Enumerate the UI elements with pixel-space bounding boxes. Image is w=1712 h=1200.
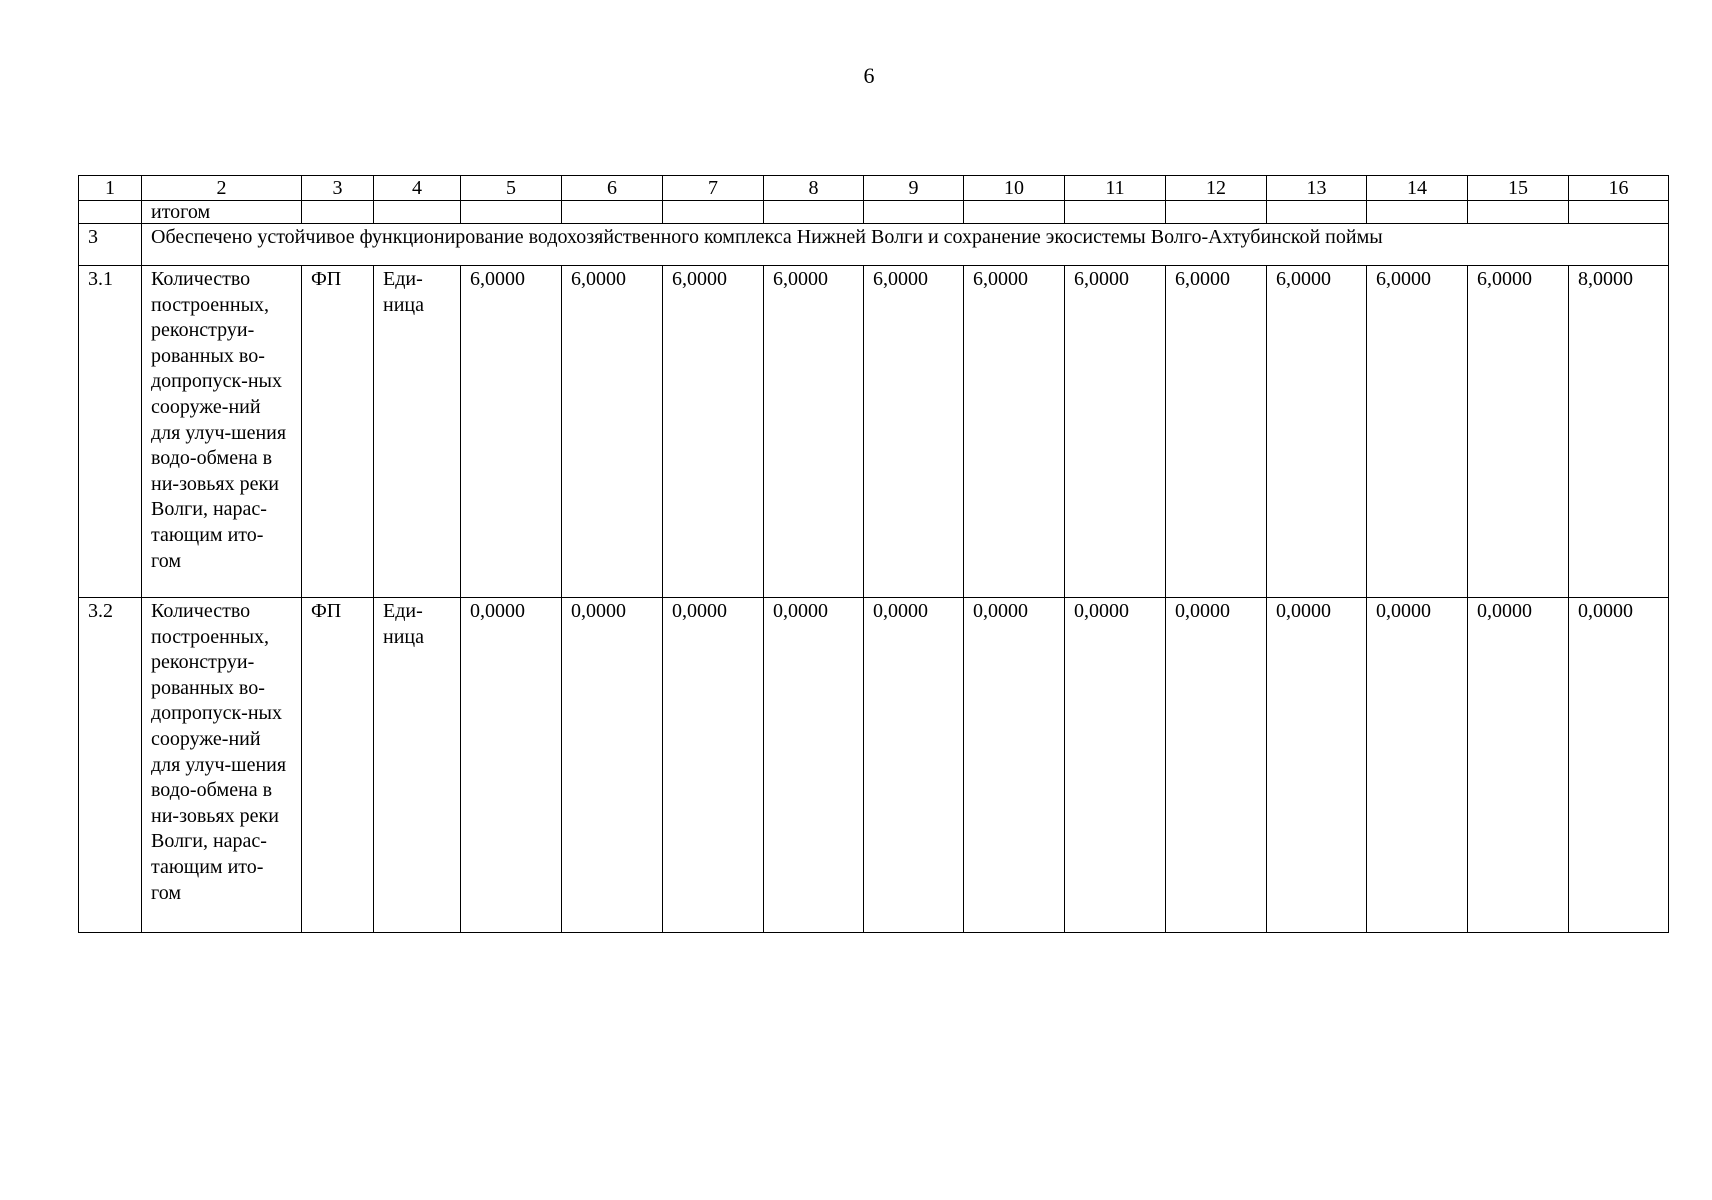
column-number: 2 bbox=[142, 176, 302, 201]
table-row bbox=[79, 598, 1669, 933]
indicator-name: Количество построенных, реконструи-рованных во-допропуск-ных сооруже-ний для улуч-шения водо-обмена в ни-зовьях реки Волги, нарас-тающим ито-гом bbox=[142, 598, 302, 933]
empty-cell bbox=[1267, 201, 1367, 224]
empty-cell bbox=[764, 201, 864, 224]
column-number: 6 bbox=[562, 176, 663, 201]
value-cell: 6,0000 bbox=[461, 266, 562, 598]
column-number: 12 bbox=[1166, 176, 1267, 201]
value-cell: 6,0000 bbox=[764, 266, 864, 598]
column-number: 7 bbox=[663, 176, 764, 201]
column-number: 13 bbox=[1267, 176, 1367, 201]
value-cell: 0,0000 bbox=[663, 598, 764, 933]
section-number: 3 bbox=[79, 224, 142, 266]
row-number: 3.2 bbox=[79, 598, 142, 933]
value-cell: 6,0000 bbox=[1166, 266, 1267, 598]
column-number: 15 bbox=[1468, 176, 1569, 201]
empty-cell bbox=[302, 201, 374, 224]
column-number: 14 bbox=[1367, 176, 1468, 201]
value-cell: 8,0000 bbox=[1569, 266, 1669, 598]
column-number: 1 bbox=[79, 176, 142, 201]
value-cell: 0,0000 bbox=[1569, 598, 1669, 933]
section-row bbox=[79, 224, 1669, 266]
column-number: 11 bbox=[1065, 176, 1166, 201]
empty-cell bbox=[663, 201, 764, 224]
column-number-row bbox=[79, 176, 1669, 201]
value-cell: 6,0000 bbox=[663, 266, 764, 598]
empty-cell bbox=[79, 201, 142, 224]
empty-cell bbox=[1468, 201, 1569, 224]
unit: Еди-ница bbox=[374, 266, 461, 598]
page-number: 6 bbox=[863, 63, 875, 88]
empty-cell bbox=[562, 201, 663, 224]
empty-cell bbox=[374, 201, 461, 224]
column-number: 5 bbox=[461, 176, 562, 201]
continuation-row bbox=[79, 201, 1669, 224]
empty-cell bbox=[1166, 201, 1267, 224]
column-number: 4 bbox=[374, 176, 461, 201]
value-cell: 0,0000 bbox=[562, 598, 663, 933]
empty-cell bbox=[964, 201, 1065, 224]
empty-cell bbox=[461, 201, 562, 224]
column-number: 9 bbox=[864, 176, 964, 201]
empty-cell bbox=[1065, 201, 1166, 224]
value-cell: 0,0000 bbox=[964, 598, 1065, 933]
continuation-text: итогом bbox=[142, 201, 302, 224]
empty-cell bbox=[1569, 201, 1669, 224]
table-row bbox=[79, 266, 1669, 598]
section-title: Обеспечено устойчивое функционирование водохозяйственного комплекса Нижней Волги и сохранение экосистемы Волго-Ахтубинской поймы bbox=[142, 224, 1669, 266]
value-cell: 0,0000 bbox=[864, 598, 964, 933]
indicator-table bbox=[78, 175, 1669, 933]
column-number: 3 bbox=[302, 176, 374, 201]
value-cell: 0,0000 bbox=[1267, 598, 1367, 933]
value-cell: 0,0000 bbox=[1468, 598, 1569, 933]
source-type: ФП bbox=[302, 598, 374, 933]
value-cell: 0,0000 bbox=[1367, 598, 1468, 933]
value-cell: 0,0000 bbox=[764, 598, 864, 933]
row-number: 3.1 bbox=[79, 266, 142, 598]
value-cell: 6,0000 bbox=[1267, 266, 1367, 598]
column-number: 8 bbox=[764, 176, 864, 201]
value-cell: 6,0000 bbox=[964, 266, 1065, 598]
value-cell: 0,0000 bbox=[1065, 598, 1166, 933]
value-cell: 6,0000 bbox=[1367, 266, 1468, 598]
value-cell: 0,0000 bbox=[461, 598, 562, 933]
source-type: ФП bbox=[302, 266, 374, 598]
value-cell: 6,0000 bbox=[1065, 266, 1166, 598]
indicator-name: Количество построенных, реконструи-рованных во-допропуск-ных сооруже-ний для улуч-шения водо-обмена в ни-зовьях реки Волги, нарас-тающим ито-гом bbox=[142, 266, 302, 598]
empty-cell bbox=[1367, 201, 1468, 224]
value-cell: 6,0000 bbox=[864, 266, 964, 598]
column-number: 10 bbox=[964, 176, 1065, 201]
column-number: 16 bbox=[1569, 176, 1669, 201]
empty-cell bbox=[864, 201, 964, 224]
value-cell: 6,0000 bbox=[562, 266, 663, 598]
value-cell: 6,0000 bbox=[1468, 266, 1569, 598]
unit: Еди-ница bbox=[374, 598, 461, 933]
value-cell: 0,0000 bbox=[1166, 598, 1267, 933]
